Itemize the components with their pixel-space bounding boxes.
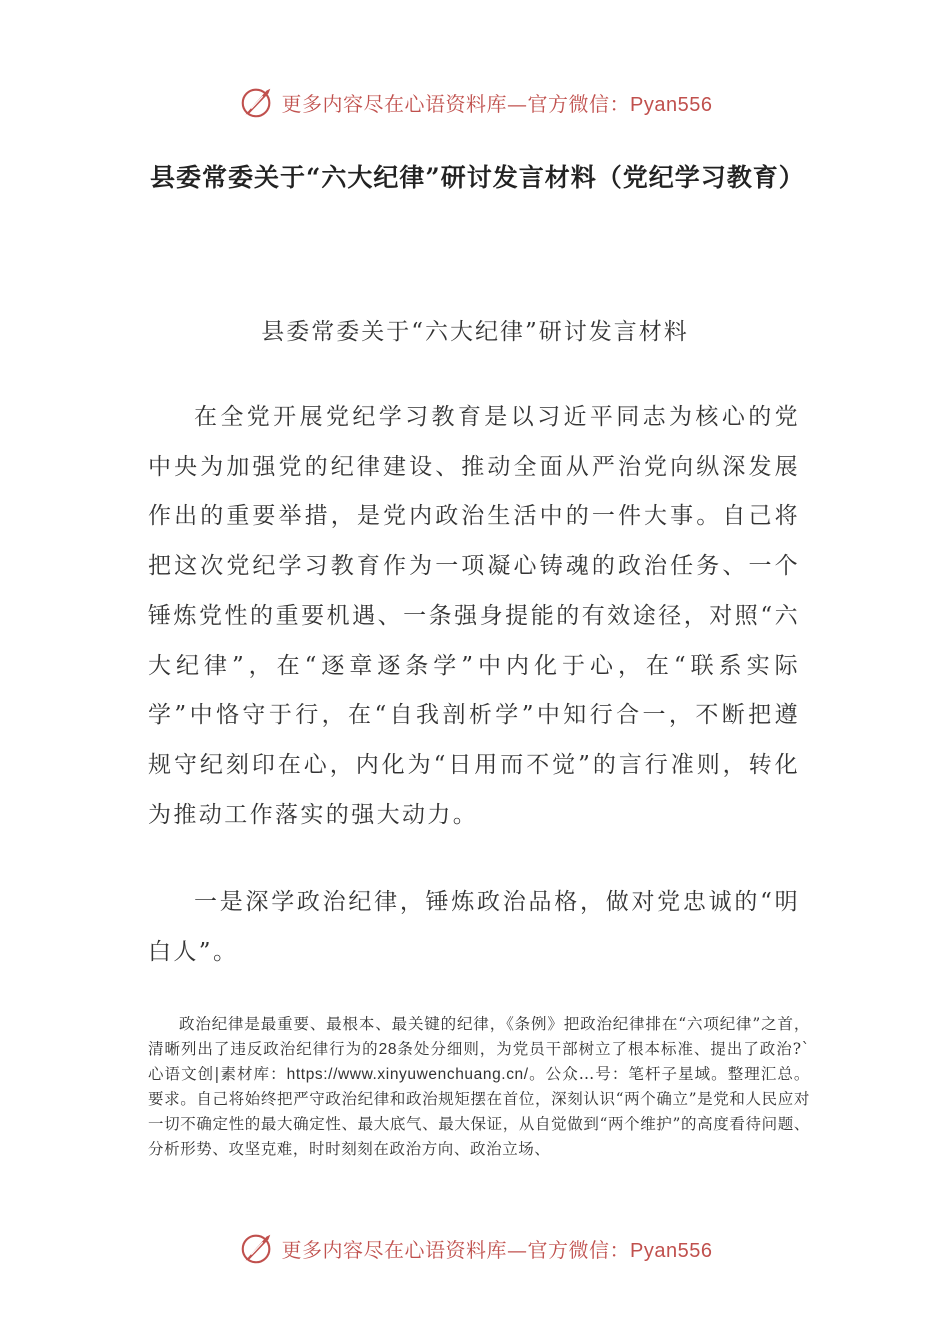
paragraph-intro: 在全党开展党纪学习教育是以习近平同志为核心的党中央为加强党的纪律建设、推动全面从严治党向纵深发展作出的重要举措，是党内政治生活中的一件大事。自己将把这次党纪学习教育作为一项凝心铸魂的政治任务、一个锤炼党性的重要机遇、一条强身提能的有效途径，对照“六大纪律”，在“逐章逐条学”中内化于心，在“联系实际学”中恪守于行，在“自我剖析学”中知行合一，不断把遵规守纪刻印在心，内化为“日用而不觉”的言行准则，转化为推动工作落实的强大动力。 bbox=[148, 404, 800, 828]
document-title: 县委常委关于“六大纪律”研讨发言材料（党纪学习教育） bbox=[150, 163, 805, 192]
wechat-id: Pyan556 bbox=[630, 1239, 713, 1262]
source-url: https://www.xinyuwenchuang.cn/ bbox=[286, 1066, 529, 1083]
banner-text: 更多内容尽在心语资料库—官方微信：Pyan556 bbox=[281, 91, 713, 116]
paragraph-political-discipline: 政治纪律是最重要、最根本、最关键的纪律，《条例》把政治纪律排在“六项纪律”之首，清晰列出了违反政治纪律行为的28条处分细则，为党员干部树立了根本标准、提出了政治?`心语文创|素材库：https://www.xinyuwenchuang.cn/。公众…号：笔杆子星域。整理汇总。要求。自己将始终把严守政治纪律和政治规矩摆在首位，深刻认识“两个确立”是党和人民应对一切不确定性的最大确定性、最大底气、最大保证，从自觉做到“两个维护”的高度看待问题、分析形势、攻坚克难，时时刻刻在政治方向、政治立场、 bbox=[148, 1015, 811, 1158]
document-subtitle: 县委常委关于“六大纪律”研讨发言材料 bbox=[261, 319, 689, 345]
footer-banner bbox=[0, 1228, 950, 1268]
header-banner bbox=[0, 82, 950, 122]
wechat-id: Pyan556 bbox=[630, 93, 713, 116]
quill-logo-icon bbox=[238, 83, 276, 121]
quill-logo-icon bbox=[238, 1229, 276, 1267]
paragraph-point-one: 一是深学政治纪律，锤炼政治品格，做对党忠诚的“明白人”。 bbox=[148, 889, 800, 965]
banner-text: 更多内容尽在心语资料库—官方微信：Pyan556 bbox=[281, 1237, 713, 1262]
